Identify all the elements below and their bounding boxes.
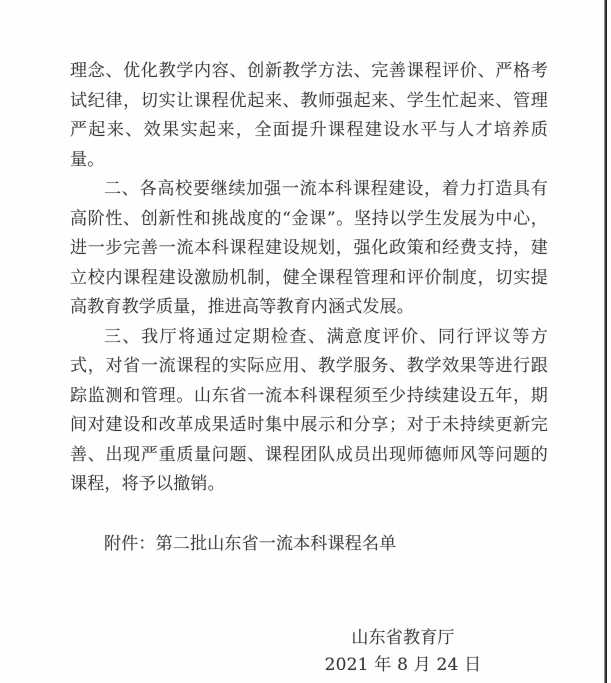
signature-issuer: 山东省教育厅 — [351, 628, 455, 648]
signature-date: 2021 年 8 月 24 日 — [324, 654, 482, 675]
paragraph-continuation: 理念、优化教学内容、创新教学方法、完善课程评价、严格考试纪律，切实让课程优起来、教师强起来、学生忙起来、管理严起来、效果实起来，全面提升课程建设水平与人才培养质量。 — [70, 61, 548, 170]
attachment-line: 附件：第二批山东省一流本科课程名单 — [104, 533, 397, 554]
signature-block — [303, 625, 503, 678]
paragraph-section-two: 二、各高校要继续加强一流本科课程建设，着力打造具有高阶性、创新性和挑战度的“金课”。坚持以学生发展为中心，进一步完善一流本科课程建设规划，强化政策和经费支持，建立校内课程建设激励机制，健全课程管理和评价制度，切实提高教育教学质量，推进高等教育内涵式发展。 — [70, 179, 548, 317]
paragraph-section-three: 三、我厅将通过定期检查、满意度评价、同行评议等方式，对省一流课程的实际应用、教学服务、教学效果等进行跟踪监测和管理。山东省一流本科课程须至少持续建设五年，期间对建设和改革成果适时集中展示和分享；对于未持续更新完善、出现严重质量问题、课程团队成员出现师德师风等问题的课程，将予以撤销。 — [70, 326, 548, 494]
scan-edge-line — [604, 0, 607, 683]
document-text-block — [70, 57, 548, 678]
